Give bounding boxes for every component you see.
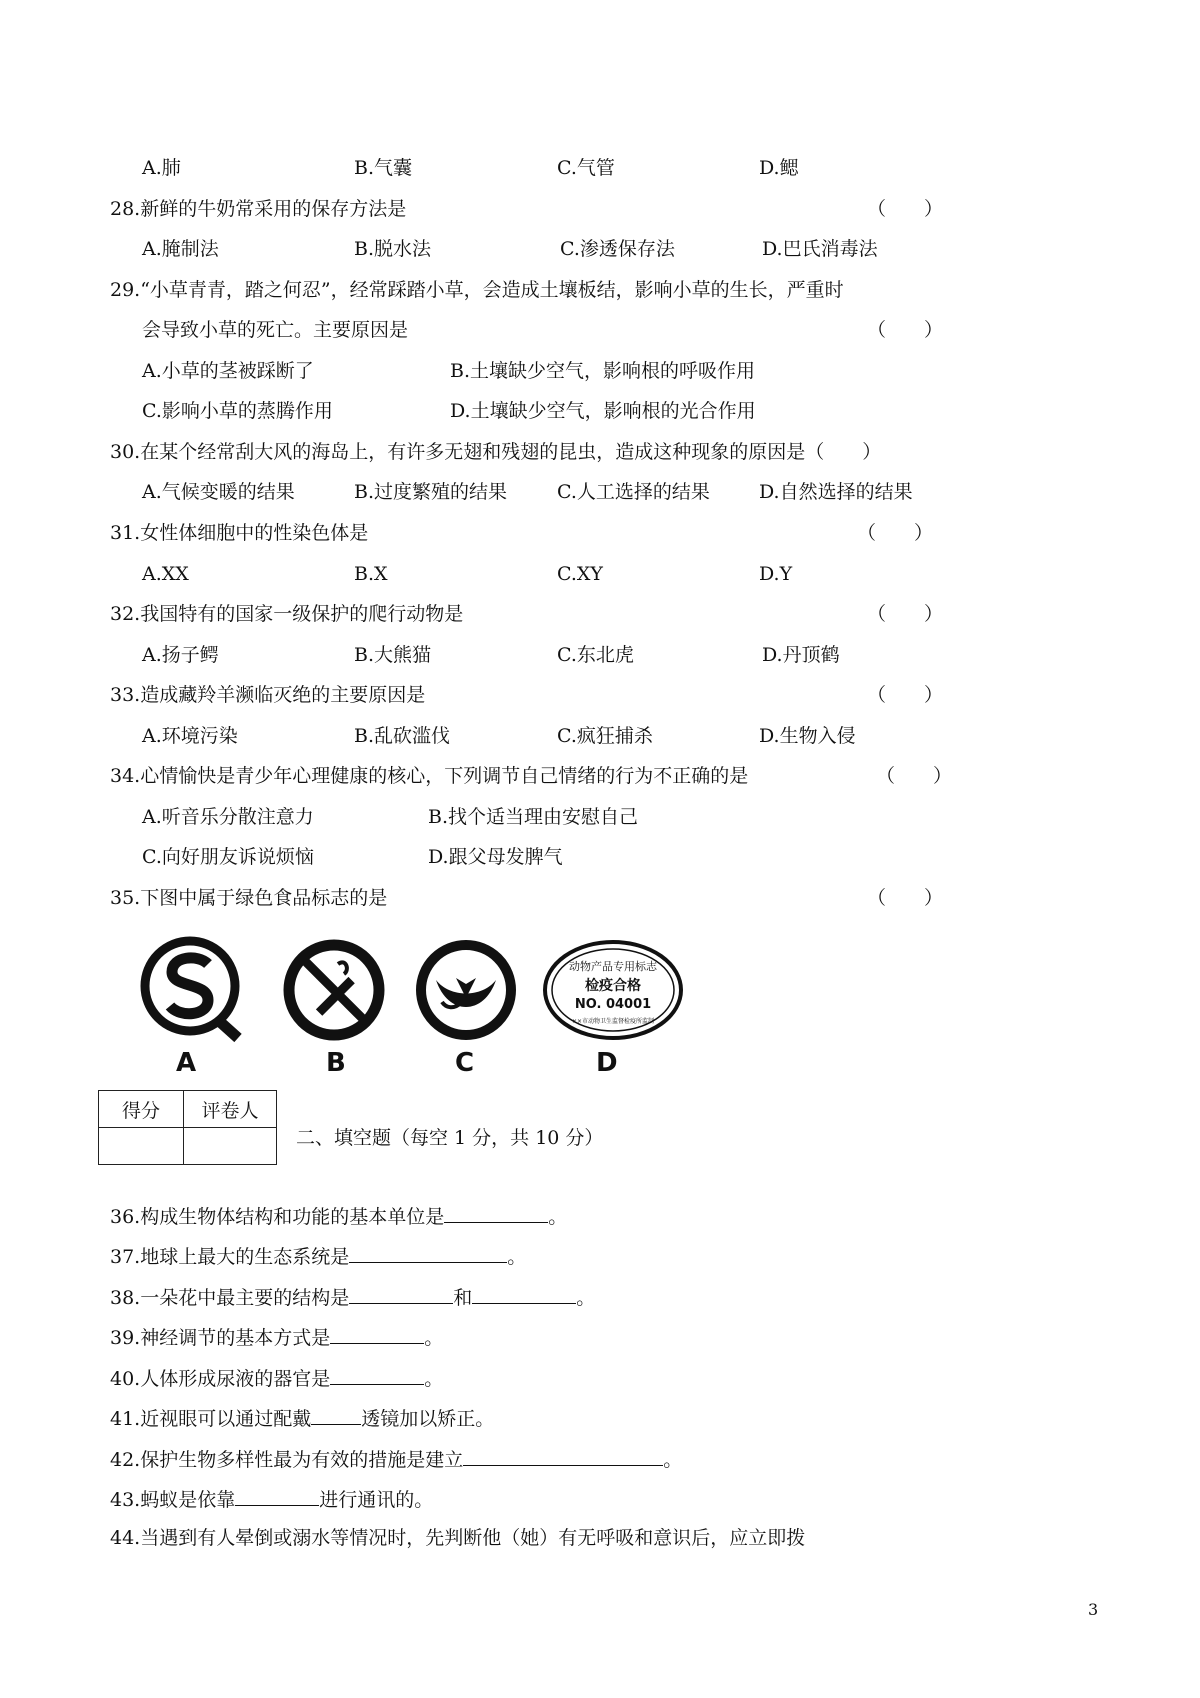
q44-line bbox=[110, 1526, 805, 1550]
q28-stem: 28.新鲜的牛奶常采用的保存方法是 bbox=[110, 198, 407, 220]
q43-blank bbox=[235, 1485, 319, 1506]
q37-blank bbox=[349, 1242, 507, 1263]
q30-stem: 30.在某个经常刮大风的海岛上，有许多无翅和残翅的昆虫，造成这种现象的原因是（ ） bbox=[110, 441, 882, 463]
q30-option-c: C.人工选择的结果 bbox=[557, 481, 710, 503]
q32-option-b: B.大熊猫 bbox=[354, 644, 432, 666]
logo-label-c: C bbox=[455, 1048, 475, 1078]
q27-option-a: A.肺 bbox=[142, 157, 181, 179]
q40-line bbox=[110, 1364, 443, 1391]
q35-stem: 35.下图中属于绿色食品标志的是 bbox=[110, 887, 388, 909]
q32-option-c: C.东北虎 bbox=[557, 644, 634, 666]
q43-line bbox=[110, 1485, 433, 1512]
q34-option-b: B.找个适当理由安慰自己 bbox=[428, 806, 639, 828]
logo-label-a: A bbox=[176, 1048, 197, 1078]
q29-stem-line1: 29.“小草青青，踏之何忍”，经常踩踏小草，会造成土壤板结，影响小草的生长，严重时 bbox=[110, 279, 844, 301]
q38-blank-2 bbox=[472, 1283, 576, 1304]
q36-end: 。 bbox=[548, 1206, 568, 1228]
q29-option-c: C.影响小草的蒸腾作用 bbox=[142, 400, 333, 422]
q42-blank bbox=[463, 1445, 663, 1466]
q40-blank bbox=[330, 1364, 424, 1385]
q38-text: 38.一朵花中最主要的结构是 bbox=[110, 1287, 350, 1309]
q31-stem: 31.女性体细胞中的性染色体是 bbox=[110, 522, 369, 544]
q33-option-c: C.疯狂捕杀 bbox=[557, 725, 653, 747]
q29-option-a: A.小草的茎被踩断了 bbox=[142, 360, 314, 382]
q30-option-a: A.气候变暖的结果 bbox=[142, 481, 295, 503]
q29-option-b: B.土壤缺少空气，影响根的呼吸作用 bbox=[450, 360, 756, 382]
qs-logo-icon bbox=[138, 936, 246, 1044]
q39-end: 。 bbox=[424, 1327, 444, 1349]
q38-end: 。 bbox=[576, 1287, 596, 1309]
q32-option-a: A.扬子鳄 bbox=[142, 644, 219, 666]
q33-answer-paren: （ ） bbox=[867, 684, 944, 706]
q37-end: 。 bbox=[507, 1246, 527, 1268]
q31-option-d: D.Y bbox=[759, 563, 793, 585]
q39-line bbox=[110, 1323, 443, 1350]
q41-line bbox=[110, 1404, 494, 1431]
quarantine-stamp-icon bbox=[540, 936, 686, 1044]
q28-option-d: D.巴氏消毒法 bbox=[762, 238, 878, 260]
q36-line bbox=[110, 1202, 567, 1229]
q33-option-b: B.乱砍滥伐 bbox=[354, 725, 451, 747]
q37-line bbox=[110, 1242, 526, 1269]
q34-option-c: C.向好朋友诉说烦恼 bbox=[142, 846, 314, 868]
q37-text: 37.地球上最大的生态系统是 bbox=[110, 1246, 350, 1268]
q41-blank bbox=[311, 1404, 361, 1425]
q27-option-d: D.鳃 bbox=[759, 157, 799, 179]
q34-stem: 34.心情愉快是青少年心理健康的核心，下列调节自己情绪的行为不正确的是 bbox=[110, 765, 749, 787]
q42-line bbox=[110, 1445, 682, 1472]
q30-option-b: B.过度繁殖的结果 bbox=[354, 481, 508, 503]
q28-answer-paren: （ ） bbox=[867, 198, 944, 220]
grader-header: 评卷人 bbox=[184, 1091, 277, 1128]
q28-option-c: C.渗透保存法 bbox=[560, 238, 675, 260]
q41-text: 41.近视眼可以通过配戴 bbox=[110, 1408, 312, 1430]
stamp-text-line1: 动物产品专用标志 bbox=[569, 960, 657, 973]
q27-option-b: B.气囊 bbox=[354, 157, 413, 179]
q32-option-d: D.丹顶鹤 bbox=[762, 644, 840, 666]
q41-end: 透镜加以矫正。 bbox=[361, 1408, 495, 1430]
q33-option-a: A.环境污染 bbox=[142, 725, 238, 747]
page-number: 3 bbox=[1088, 1600, 1099, 1619]
q34-option-a: A.听音乐分散注意力 bbox=[142, 806, 314, 828]
q36-blank bbox=[444, 1202, 548, 1223]
stamp-text-line4: ××市动物卫生监督检疫所监制 bbox=[571, 1018, 655, 1025]
q28-option-a: A.腌制法 bbox=[142, 238, 219, 260]
q44-text: 44.当遇到有人晕倒或溺水等情况时，先判断他（她）有无呼吸和意识后，应立即拨 bbox=[110, 1527, 806, 1549]
q34-answer-paren: （ ） bbox=[876, 765, 953, 787]
stamp-text-line3: NO. 04001 bbox=[574, 997, 652, 1012]
q31-option-b: B.X bbox=[354, 563, 388, 585]
q43-end: 进行通讯的。 bbox=[319, 1489, 434, 1511]
q38-line bbox=[110, 1283, 595, 1310]
logo-label-d: D bbox=[596, 1048, 618, 1078]
q30-option-d: D.自然选择的结果 bbox=[759, 481, 913, 503]
q28-option-b: B.脱水法 bbox=[354, 238, 432, 260]
q35-answer-paren: （ ） bbox=[867, 887, 944, 909]
q42-text: 42.保护生物多样性最为有效的措施是建立 bbox=[110, 1449, 464, 1471]
q31-answer-paren: （ ） bbox=[857, 522, 934, 544]
section-heading: 二、填空题（每空 1 分，共 10 分） bbox=[296, 1127, 604, 1149]
q39-text: 39.神经调节的基本方式是 bbox=[110, 1327, 331, 1349]
q31-option-c: C.XY bbox=[557, 563, 603, 585]
grader-cell bbox=[184, 1128, 277, 1165]
q43-text: 43.蚂蚁是依靠 bbox=[110, 1489, 236, 1511]
score-cell bbox=[99, 1128, 184, 1165]
q33-option-d: D.生物入侵 bbox=[759, 725, 856, 747]
q31-option-a: A.XX bbox=[142, 563, 189, 585]
score-table bbox=[98, 1090, 277, 1165]
q38-mid: 和 bbox=[453, 1287, 473, 1309]
q29-answer-paren: （ ） bbox=[867, 319, 944, 341]
q33-stem: 33.造成藏羚羊濒临灭绝的主要原因是 bbox=[110, 684, 426, 706]
q32-stem: 32.我国特有的国家一级保护的爬行动物是 bbox=[110, 603, 464, 625]
green-food-logo-icon bbox=[412, 936, 520, 1044]
logo-label-b: B bbox=[326, 1048, 346, 1078]
q29-option-d: D.土壤缺少空气，影响根的光合作用 bbox=[450, 400, 756, 422]
stamp-text-line2: 检疫合格 bbox=[585, 978, 641, 994]
no-smoking-icon bbox=[280, 936, 388, 1044]
q38-blank-1 bbox=[349, 1283, 453, 1304]
q34-option-d: D.跟父母发脾气 bbox=[428, 846, 563, 868]
score-header: 得分 bbox=[99, 1091, 184, 1128]
q29-stem-line2: 会导致小草的死亡。主要原因是 bbox=[142, 319, 409, 341]
q40-text: 40.人体形成尿液的器官是 bbox=[110, 1368, 331, 1390]
q42-end: 。 bbox=[663, 1449, 683, 1471]
q27-option-c: C.气管 bbox=[557, 157, 615, 179]
q32-answer-paren: （ ） bbox=[867, 603, 944, 625]
q36-text: 36.构成生物体结构和功能的基本单位是 bbox=[110, 1206, 445, 1228]
q40-end: 。 bbox=[424, 1368, 444, 1390]
q39-blank bbox=[330, 1323, 424, 1344]
